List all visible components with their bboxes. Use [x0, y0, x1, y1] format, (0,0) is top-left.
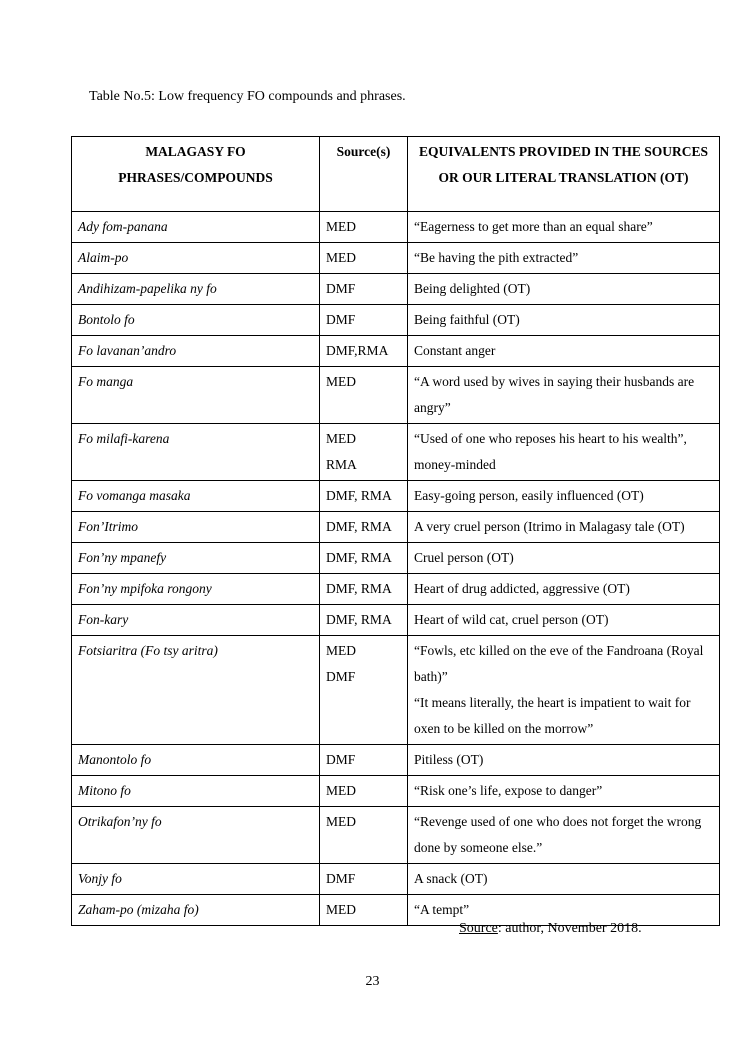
equivalent-text: Easy-going person, easily influenced (OT) [414, 488, 644, 503]
equivalent-cell [408, 605, 720, 636]
source-cell [320, 776, 408, 807]
term-cell: Bontolo fo [72, 305, 320, 336]
source-cell [320, 367, 408, 424]
table-row [72, 243, 720, 274]
table-row [72, 305, 720, 336]
equivalent-cell [408, 424, 720, 481]
source-code: MED [326, 374, 356, 389]
equivalent-cell [408, 305, 720, 336]
source-label: Source [459, 921, 498, 936]
source-note [459, 921, 642, 937]
table-row [72, 776, 720, 807]
equivalent-cell [408, 745, 720, 776]
source-cell [320, 424, 408, 481]
equivalent-cell [408, 512, 720, 543]
header-sources: Source(s) [320, 137, 408, 212]
table-row [72, 864, 720, 895]
source-cell [320, 212, 408, 243]
term-cell: Otrikafon’ny fo [72, 807, 320, 864]
term-cell: Fon’ny mpanefy [72, 543, 320, 574]
table-row [72, 574, 720, 605]
equivalent-text: Heart of drug addicted, aggressive (OT) [414, 581, 630, 596]
source-code: DMF [326, 281, 356, 296]
source-cell [320, 864, 408, 895]
source-code: RMA [326, 457, 357, 472]
term-cell: Zaham-po (mizaha fo) [72, 895, 320, 926]
source-code: DMF [326, 669, 356, 684]
term-cell: Fo manga [72, 367, 320, 424]
equivalent-text: Constant anger [414, 343, 496, 358]
equivalent-cell [408, 636, 720, 745]
source-code: DMF [326, 871, 356, 886]
term-cell: Andihizam-papelika ny fo [72, 274, 320, 305]
table-row [72, 605, 720, 636]
source-code: DMF,RMA [326, 343, 389, 358]
term-cell: Mitono fo [72, 776, 320, 807]
source-cell [320, 243, 408, 274]
source-code: MED [326, 250, 356, 265]
equivalent-text: “Fowls, etc killed on the eve of the Fandroana (Royal bath)” [414, 643, 704, 684]
equivalent-text: Pitiless (OT) [414, 752, 484, 767]
table-row [72, 636, 720, 745]
equivalent-cell [408, 776, 720, 807]
equivalent-text: “Risk one’s life, expose to danger” [414, 783, 603, 798]
equivalent-text: A snack (OT) [414, 871, 488, 886]
source-code: DMF, RMA [326, 488, 392, 503]
table-body [72, 212, 720, 926]
source-cell [320, 274, 408, 305]
source-code: DMF, RMA [326, 581, 392, 596]
source-code: DMF, RMA [326, 550, 392, 565]
equivalent-text: “A tempt” [414, 902, 470, 917]
table-row [72, 481, 720, 512]
source-code: DMF, RMA [326, 519, 392, 534]
equivalent-text: A very cruel person (Itrimo in Malagasy tale (OT) [414, 519, 685, 534]
source-cell [320, 605, 408, 636]
equivalent-cell [408, 243, 720, 274]
term-cell: Fotsiaritra (Fo tsy aritra) [72, 636, 320, 745]
equivalent-text: “Be having the pith extracted” [414, 250, 579, 265]
source-code: MED [326, 431, 356, 446]
term-cell: Fon-kary [72, 605, 320, 636]
equivalent-text: Cruel person (OT) [414, 550, 514, 565]
table-caption: Table No.5: Low frequency FO compounds and phrases. [89, 89, 406, 104]
table-row [72, 807, 720, 864]
source-cell [320, 636, 408, 745]
table-row [72, 274, 720, 305]
source-cell [320, 336, 408, 367]
source-cell [320, 481, 408, 512]
equivalent-cell [408, 274, 720, 305]
equivalent-text: Being delighted (OT) [414, 281, 531, 296]
source-code: DMF, RMA [326, 612, 392, 627]
source-code: MED [326, 814, 356, 829]
source-cell [320, 543, 408, 574]
table-row [72, 336, 720, 367]
source-code: DMF [326, 752, 356, 767]
equivalent-text: “Revenge used of one who does not forget the wrong done by someone else.” [414, 814, 702, 855]
source-cell [320, 745, 408, 776]
equivalent-cell [408, 807, 720, 864]
source-text: : author, November 2018. [497, 921, 642, 936]
term-cell: Fo lavanan’andro [72, 336, 320, 367]
table-row [72, 745, 720, 776]
table-row [72, 212, 720, 243]
header-malagasy-fo: MALAGASY FO PHRASES/COMPOUNDS [72, 137, 320, 212]
equivalent-cell [408, 481, 720, 512]
equivalent-cell [408, 212, 720, 243]
table-row [72, 512, 720, 543]
source-code: MED [326, 643, 356, 658]
table-row [72, 543, 720, 574]
term-cell: Fo vomanga masaka [72, 481, 320, 512]
source-cell [320, 512, 408, 543]
page-number: 23 [365, 974, 380, 989]
term-cell: Ady fom-panana [72, 212, 320, 243]
source-cell [320, 895, 408, 926]
equivalent-text: Being faithful (OT) [414, 312, 520, 327]
term-cell: Alaim-po [72, 243, 320, 274]
source-code: MED [326, 902, 356, 917]
source-cell [320, 574, 408, 605]
term-cell: Fo milafi-karena [72, 424, 320, 481]
equivalent-text: “A word used by wives in saying their husbands are angry” [414, 374, 695, 415]
fo-compounds-table [71, 136, 720, 926]
header-equivalents: EQUIVALENTS PROVIDED IN THE SOURCES OR OUR LITERAL TRANSLATION (OT) [408, 137, 720, 212]
source-code: DMF [326, 312, 356, 327]
term-cell: Fon’Itrimo [72, 512, 320, 543]
term-cell: Fon’ny mpifoka rongony [72, 574, 320, 605]
term-cell: Vonjy fo [72, 864, 320, 895]
equivalent-text: “It means literally, the heart is impatient to wait for oxen to be killed on the morrow” [414, 695, 691, 736]
table-row [72, 424, 720, 481]
source-code: MED [326, 219, 356, 234]
source-code: MED [326, 783, 356, 798]
equivalent-cell [408, 574, 720, 605]
source-cell [320, 305, 408, 336]
equivalent-cell [408, 367, 720, 424]
term-cell: Manontolo fo [72, 745, 320, 776]
equivalent-text: “Used of one who reposes his heart to his wealth”, money-minded [414, 431, 687, 472]
equivalent-text: “Eagerness to get more than an equal share” [414, 219, 653, 234]
table-header-row [72, 137, 720, 212]
equivalent-cell [408, 864, 720, 895]
equivalent-cell [408, 336, 720, 367]
source-cell [320, 807, 408, 864]
table-row [72, 367, 720, 424]
equivalent-text: Heart of wild cat, cruel person (OT) [414, 612, 609, 627]
equivalent-cell [408, 543, 720, 574]
